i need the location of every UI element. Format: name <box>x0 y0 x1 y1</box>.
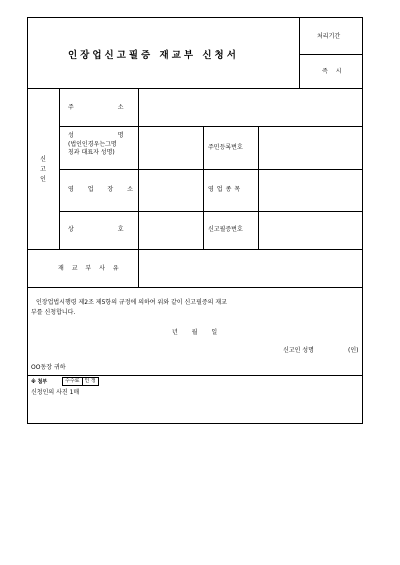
statement-line2: 부를 신청합니다. <box>31 309 76 316</box>
seal-label: (인) <box>348 347 359 354</box>
address-field[interactable] <box>139 89 361 125</box>
reissue-reason-field[interactable] <box>139 250 361 286</box>
name-field[interactable] <box>139 127 202 168</box>
reissue-reason-label: 재 교 부 사 유 <box>58 265 122 272</box>
business-type-field[interactable] <box>259 170 361 210</box>
attachment-header: ※ 첨부 <box>31 379 48 385</box>
divider <box>28 287 362 288</box>
divider <box>299 54 362 55</box>
resident-no-label: 주민등록번호 <box>208 144 243 151</box>
name-label: 성 명 <box>68 132 130 139</box>
processing-period-value: 즉 시 <box>322 68 345 75</box>
address-label: 주 소 <box>68 104 130 111</box>
statement-line1: 인장업법시행령 제2조 제5항의 규정에 의하여 위와 같이 신고필증의 재교 <box>36 299 227 306</box>
fee-label: 수수료 <box>62 377 83 386</box>
business-type-label: 영업종목 <box>208 186 244 193</box>
trade-name-label: 상 호 <box>68 226 130 233</box>
recipient: OO동장 귀하 <box>31 364 66 371</box>
trade-name-field[interactable] <box>139 212 202 248</box>
date-line: 년 월 일 <box>172 329 218 336</box>
divider <box>59 88 60 249</box>
divider <box>203 126 204 249</box>
signer-label: 신고인 성명 <box>283 347 314 354</box>
name-note-line1: (법인인경우는그명 <box>68 141 117 148</box>
business-place-field[interactable] <box>139 170 202 210</box>
application-form <box>27 17 363 424</box>
resident-no-field[interactable] <box>259 127 361 168</box>
name-note-line2: 칭과 대표자 성명) <box>68 149 115 156</box>
processing-period-label: 처리기간 <box>317 33 341 40</box>
business-place-label: 영 업 장 소 <box>68 186 139 193</box>
divider <box>299 18 300 88</box>
divider <box>28 375 362 376</box>
fee-stamp: 인 정 <box>83 377 99 386</box>
fee-stamp-box <box>62 377 99 386</box>
applicant-side-label: 신 고 인 <box>40 156 46 183</box>
attachment-item: 신청인의 사진 1매 <box>31 389 80 396</box>
certificate-no-field[interactable] <box>259 212 361 248</box>
certificate-no-label: 신고필증번호 <box>208 226 243 233</box>
form-title: 인장업신고필증 재교부 신청서 <box>68 50 239 61</box>
